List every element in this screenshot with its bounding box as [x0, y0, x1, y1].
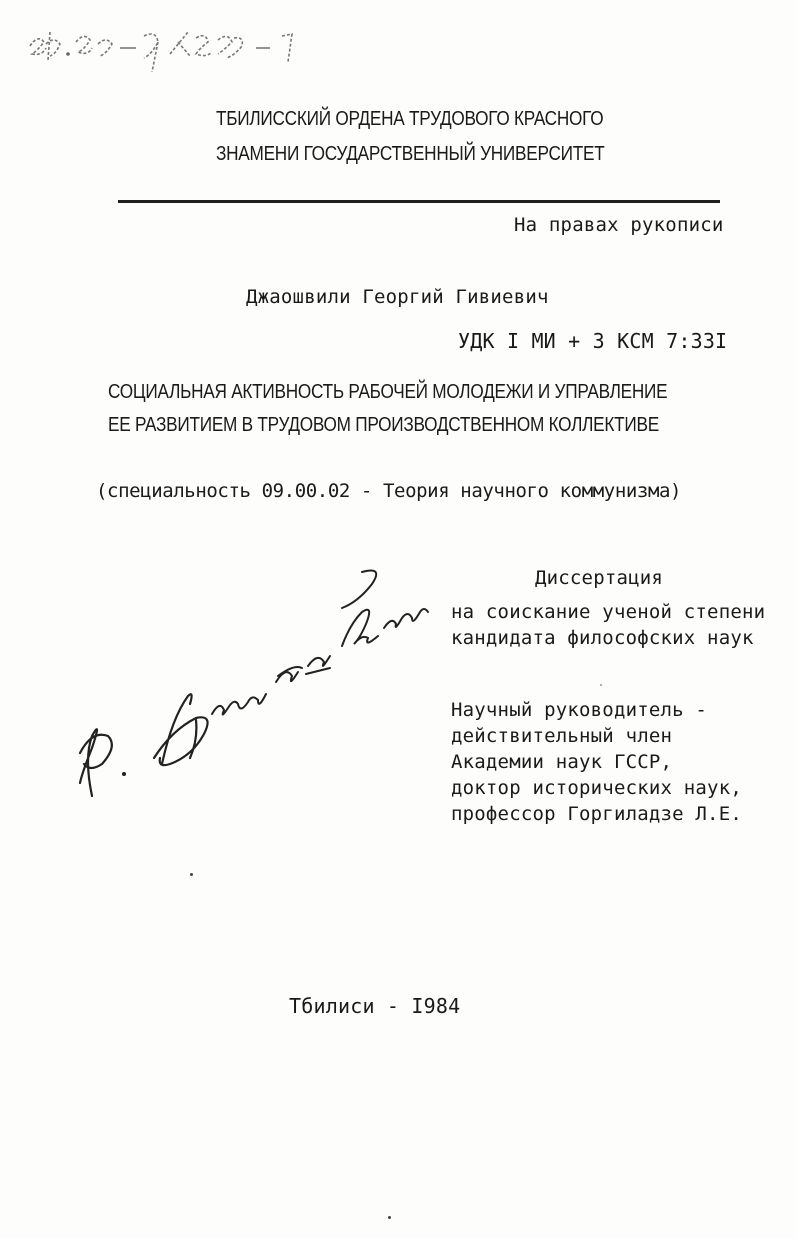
dissertation-line-1: на соискание ученой степени [451, 601, 766, 623]
header-rule [118, 200, 720, 203]
scan-speck [600, 684, 602, 686]
scan-speck [190, 873, 193, 876]
title-line-2: ЕЕ РАЗВИТИЕМ В ТРУДОВОМ ПРОИЗВОДСТВЕННОМ КОЛЛЕКТИВЕ [108, 414, 659, 436]
specialty-line: (специальность 09.00.02 - Теория научного коммунизма) [96, 480, 682, 502]
supervisor-line-5: профессор Горгиладзе Л.Е. [451, 803, 742, 825]
title-line-1: СОЦИАЛЬНАЯ АКТИВНОСТЬ РАБОЧЕЙ МОЛОДЕЖИ И УПРАВЛЕНИЕ [108, 381, 668, 403]
place-year: Тбилиси - I984 [289, 994, 461, 1018]
supervisor-line-4: доктор исторических наук, [451, 777, 742, 799]
dissertation-label: Диссертация [535, 567, 664, 589]
handwritten-signature [62, 568, 432, 808]
institution-line-2: ЗНАМЕНИ ГОСУДАРСТВЕННЫЙ УНИВЕРСИТЕТ [216, 143, 605, 165]
supervisor-line-1: Научный руководитель - [451, 699, 708, 721]
scan-speck [388, 1216, 391, 1219]
supervisor-line-3: Академии наук ГССР, [451, 751, 673, 773]
udk-code: УДК I МИ + 3 КСМ 7:33I [458, 329, 728, 353]
institution-line-1: ТБИЛИССКИЙ ОРДЕНА ТРУДОВОГО КРАСНОГО [216, 108, 604, 130]
rights-note: На правах рукописи [514, 214, 724, 236]
supervisor-line-2: действительный член [451, 725, 673, 747]
dissertation-line-2: кандидата философских наук [451, 627, 754, 649]
archive-stamp-handwriting [20, 14, 310, 74]
author-name: Джаошвили Георгий Гивиевич [246, 286, 549, 308]
